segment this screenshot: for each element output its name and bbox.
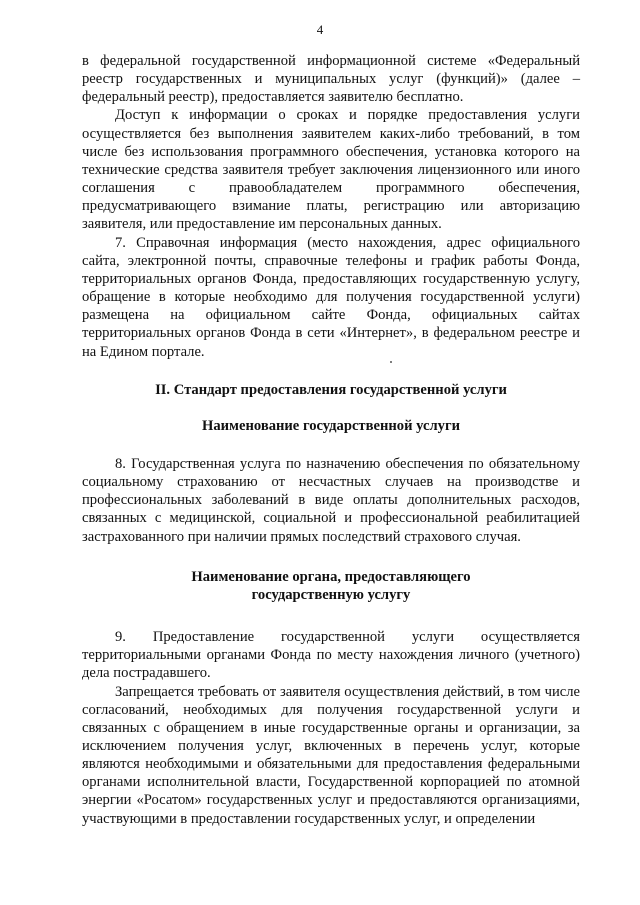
subheading-authority-line2: государственную услугу (251, 586, 411, 603)
paragraph-prohibition: Запрещается требовать от заявителя осуществления действий, в том числе согласований, необходимых для получения государственной услуги и связанных с обращением в иные государственные органы и организации, за исключением получения услуг, включенных в перечень услуг, которые являются необходимыми и обязательными для предоставления федеральными органами исполнительной власти, Государственной корпорацией по атомной энергии «Росатом» государственных услуг и предоставляются организациями, участвующими в предоставлении государственных услуг, и определении (82, 683, 580, 827)
paragraph-access-info: Доступ к информации о сроках и порядке предоставления услуги осуществляется без выполнения заявителем каких-либо требований, в том числе без использования программного обеспечения, установка которого на технические средства заявителя требует заключения лицензионного или иного соглашения с правообладателем программного обеспечения, предусматривающего взимание платы, регистрацию или авторизацию заявителя, или предоставление им персональных данных. (82, 107, 580, 233)
paragraph-federal-registry: в федеральной государственной информационной системе «Федеральный реестр государственных и муниципальных услуг (функций)» (далее – федеральный реестр), предоставляется заявителю бесплатно. (82, 53, 580, 106)
section-heading: II. Стандарт предоставления государственной услуги (155, 381, 507, 398)
paragraph-service-description: 8. Государственная услуга по назначению обеспечения по обязательному социальному страхованию от несчастных случаев на производстве и профессиональных заболеваний в виде оплаты дополнительных расходов, связанных с медицинской, социальной и профессиональной реабилитацией застрахованного при наличии прямых последствий страхового случая. (82, 455, 580, 545)
paragraph-reference-info: 7. Справочная информация (место нахождения, адрес официального сайта, электронной почты, справочные телефоны и график работы Фонда, территориальных органов Фонда, предоставляющих государственную услугу, обращение в которые необходимо для получения государственной услуги) размещена на официальном сайте Фонда, официальных сайтах территориальных органов Фонда в сети «Интернет», в федеральном реестре и на Едином портале. (82, 234, 580, 360)
document-body (82, 52, 580, 828)
scan-speck (390, 361, 392, 363)
subheading-service-name: Наименование государственной услуги (202, 417, 460, 434)
page-number: 4 (316, 22, 324, 37)
subheading-authority-line1: Наименование органа, предоставляющего (191, 568, 471, 585)
paragraph-provision: 9. Предоставление государственной услуги осуществляется территориальными органами Фонда по месту нахождения личного (учетного) дела пострадавшего. (82, 629, 580, 682)
